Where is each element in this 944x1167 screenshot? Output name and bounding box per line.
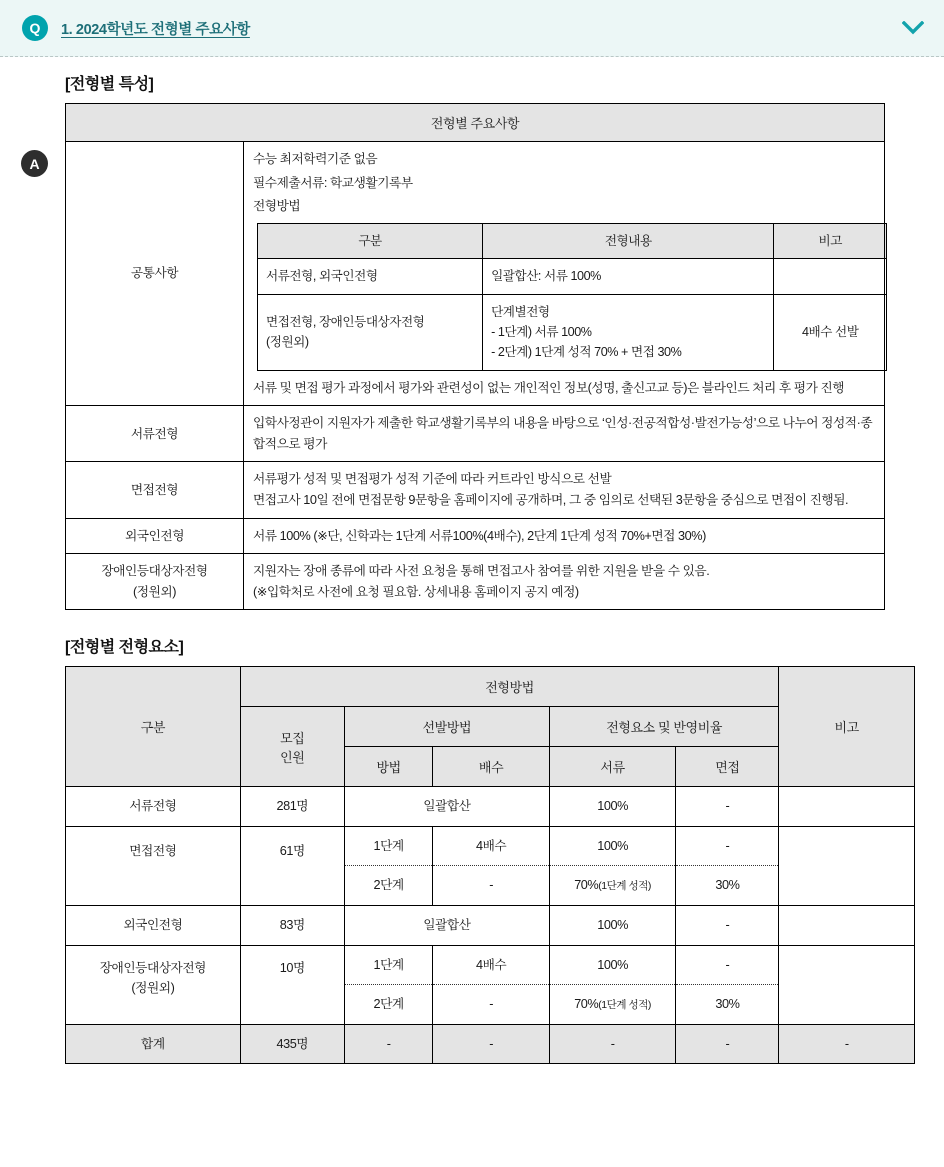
- header-factors-ratio: 전형요소 및 반영비율: [549, 707, 779, 747]
- cell-multiple: -: [433, 866, 549, 906]
- table-row: [66, 826, 915, 866]
- row-content-foreigner: 서류 100% (※단, 신학과는 1단계 서류100%(4배수), 2단계 1단계 성적 70%+면접 30%): [244, 518, 885, 554]
- row-label-foreigner: 외국인전형: [66, 518, 244, 554]
- cell-document: 100%: [549, 945, 676, 985]
- total-multiple: -: [433, 1024, 549, 1064]
- subtable-content-2-line1: 단계별전형: [491, 304, 550, 319]
- header-row-1: [66, 667, 915, 707]
- cell-quota: 10명: [240, 945, 344, 1024]
- cell-document: 100%: [549, 787, 676, 827]
- cell-document: [549, 866, 676, 906]
- cell-gubun: 서류전형: [66, 787, 241, 827]
- subtable-row: [258, 259, 887, 294]
- cell-method: 1단계: [344, 945, 432, 985]
- cell-gubun-sub: (정원외): [131, 981, 175, 996]
- table-row: [66, 906, 915, 946]
- header-method: 방법: [344, 747, 432, 787]
- row-content-common: [244, 142, 885, 406]
- answer-badge: A: [21, 150, 48, 177]
- cell-quota: 61명: [240, 826, 344, 905]
- row-label-disabled-main: 장애인등대상자전형: [101, 564, 208, 579]
- subtable-header-content: 전형내용: [483, 223, 774, 258]
- subtable-note-2: 4배수 선발: [774, 294, 887, 370]
- question-title[interactable]: 1. 2024학년도 전형별 주요사항: [61, 21, 250, 38]
- row-label-document: 서류전형: [66, 406, 244, 462]
- table-row-common: [66, 142, 885, 406]
- table-caption-row: [66, 104, 885, 142]
- cell-quota: 281명: [240, 787, 344, 827]
- row-content-interview: [244, 462, 885, 518]
- cell-multiple: 4배수: [433, 826, 549, 866]
- cell-interview: 30%: [676, 985, 779, 1025]
- cell-multiple: 4배수: [433, 945, 549, 985]
- table-row-document: [66, 406, 885, 462]
- cell-method: 2단계: [344, 866, 432, 906]
- total-note: -: [779, 1024, 915, 1064]
- subtable-gubun-2-line1: 면접전형, 장애인등대상자전형: [266, 314, 425, 329]
- cell-gubun: 면접전형: [66, 826, 241, 905]
- total-document: -: [549, 1024, 676, 1064]
- subtable-content-1: 일괄합산: 서류 100%: [483, 259, 774, 294]
- cell-document-main: 70%: [574, 997, 599, 1012]
- cell-gubun-main: 장애인등대상자전형: [99, 960, 206, 975]
- table-row: [66, 945, 915, 985]
- method-subtable: [257, 223, 887, 371]
- interview-line-2: 면접고사 10일 전에 면접문항 9문항을 홈페이지에 공개하며, 그 중 임의로 선택된 3문항을 중심으로 면접이 진행됨.: [253, 493, 849, 507]
- header-quota-line2: 인원: [280, 749, 305, 765]
- table-caption: 전형별 주요사항: [66, 104, 885, 142]
- disabled-line-1: 지원자는 장애 종류에 따라 사전 요청을 통해 면접고사 참여를 위한 지원을 받을 수 있음.: [253, 564, 710, 579]
- subtable-header-note: 비고: [774, 223, 887, 258]
- content-area: [0, 71, 944, 1064]
- cell-gubun: [66, 945, 241, 1024]
- header-note: 비고: [779, 667, 915, 787]
- cell-document-sub: (1단계 성적): [598, 880, 651, 893]
- table-row-disabled: [66, 554, 885, 610]
- subtable-note-1: [774, 259, 887, 294]
- subtable-gubun-1: 서류전형, 외국인전형: [258, 259, 483, 294]
- header-multiple: 배수: [433, 747, 549, 787]
- cell-note: [779, 906, 915, 946]
- cell-interview: 30%: [676, 866, 779, 906]
- cell-document: [549, 985, 676, 1025]
- row-label-disabled: [66, 554, 244, 610]
- cell-document: 100%: [549, 906, 676, 946]
- row-content-disabled: [244, 554, 885, 610]
- cell-interview: -: [676, 826, 779, 866]
- admission-factors-table: [65, 666, 915, 1064]
- header-quota: [240, 707, 344, 787]
- common-line-2: 필수제출서류: 학교생활기록부: [253, 175, 413, 190]
- header-gubun: 구분: [66, 667, 241, 787]
- cell-note: [779, 945, 915, 1024]
- cell-quota: 83명: [240, 906, 344, 946]
- total-method: -: [344, 1024, 432, 1064]
- section2-title: [전형별 전형요소]: [65, 639, 184, 657]
- chevron-down-icon[interactable]: [900, 15, 926, 41]
- cell-method: 2단계: [344, 985, 432, 1025]
- total-quota: 435명: [240, 1024, 344, 1064]
- question-badge: Q: [22, 15, 48, 41]
- cell-document-sub: (1단계 성적): [598, 999, 651, 1012]
- question-header[interactable]: [0, 0, 944, 57]
- cell-note: [779, 826, 915, 905]
- answer-body: [0, 57, 944, 1064]
- cell-multiple: -: [433, 985, 549, 1025]
- row-label-disabled-sub: (정원외): [133, 584, 176, 599]
- subtable-gubun-2: [258, 294, 483, 370]
- admission-characteristics-table: [65, 103, 885, 610]
- cell-method: 일괄합산: [344, 787, 549, 827]
- common-line-3: 전형방법: [253, 199, 301, 214]
- row-label-common: 공통사항: [66, 142, 244, 406]
- subtable-header-row: [258, 223, 887, 258]
- subtable-gubun-2-line2: (정원외): [266, 335, 309, 350]
- cell-document: 100%: [549, 826, 676, 866]
- cell-method: 일괄합산: [344, 906, 549, 946]
- cell-interview: -: [676, 787, 779, 827]
- total-gubun: 합계: [66, 1024, 241, 1064]
- table-row-interview: [66, 462, 885, 518]
- cell-interview: -: [676, 945, 779, 985]
- subtable-content-2: [483, 294, 774, 370]
- subtable-header-gubun: 구분: [258, 223, 483, 258]
- cell-interview: -: [676, 906, 779, 946]
- total-interview: -: [676, 1024, 779, 1064]
- header-interview: 면접: [676, 747, 779, 787]
- header-select-method: 선발방법: [344, 707, 549, 747]
- table-row-total: [66, 1024, 915, 1064]
- subtable-content-2-line2: - 1단계) 서류 100%: [491, 324, 592, 339]
- interview-line-1: 서류평가 성적 및 면접평가 성적 기준에 따라 커트라인 방식으로 선발: [253, 472, 612, 487]
- header-document: 서류: [549, 747, 676, 787]
- header-quota-line1: 모집: [280, 730, 305, 746]
- subtable-row: [258, 294, 887, 370]
- cell-document-main: 70%: [574, 878, 599, 893]
- cell-gubun: 외국인전형: [66, 906, 241, 946]
- disabled-line-2: (※입학처로 사전에 요청 필요함. 상세내용 홈페이지 공지 예정): [253, 584, 579, 599]
- section1-title: [전형별 특성]: [65, 76, 154, 93]
- cell-method: 1단계: [344, 826, 432, 866]
- common-line-1: 수능 최저학력기준 없음: [253, 152, 378, 166]
- header-method-group: 전형방법: [240, 667, 779, 707]
- row-label-interview: 면접전형: [66, 462, 244, 518]
- subtable-content-2-line3: - 2단계) 1단계 성적 70% + 면접 30%: [491, 345, 682, 360]
- cell-note: [779, 787, 915, 827]
- table-row-foreigner: [66, 518, 885, 554]
- common-footer-note: 서류 및 면접 평가 과정에서 평가와 관련성이 없는 개인적인 정보(성명, 출신고교 등)은 블라인드 처리 후 평가 진행: [253, 380, 845, 395]
- row-content-document: 입학사정관이 지원자가 제출한 학교생활기록부의 내용을 바탕으로 ‘인성·전공적합성·발전가능성’으로 나누어 정성적·종합적으로 평가: [244, 406, 885, 462]
- table-row: [66, 787, 915, 827]
